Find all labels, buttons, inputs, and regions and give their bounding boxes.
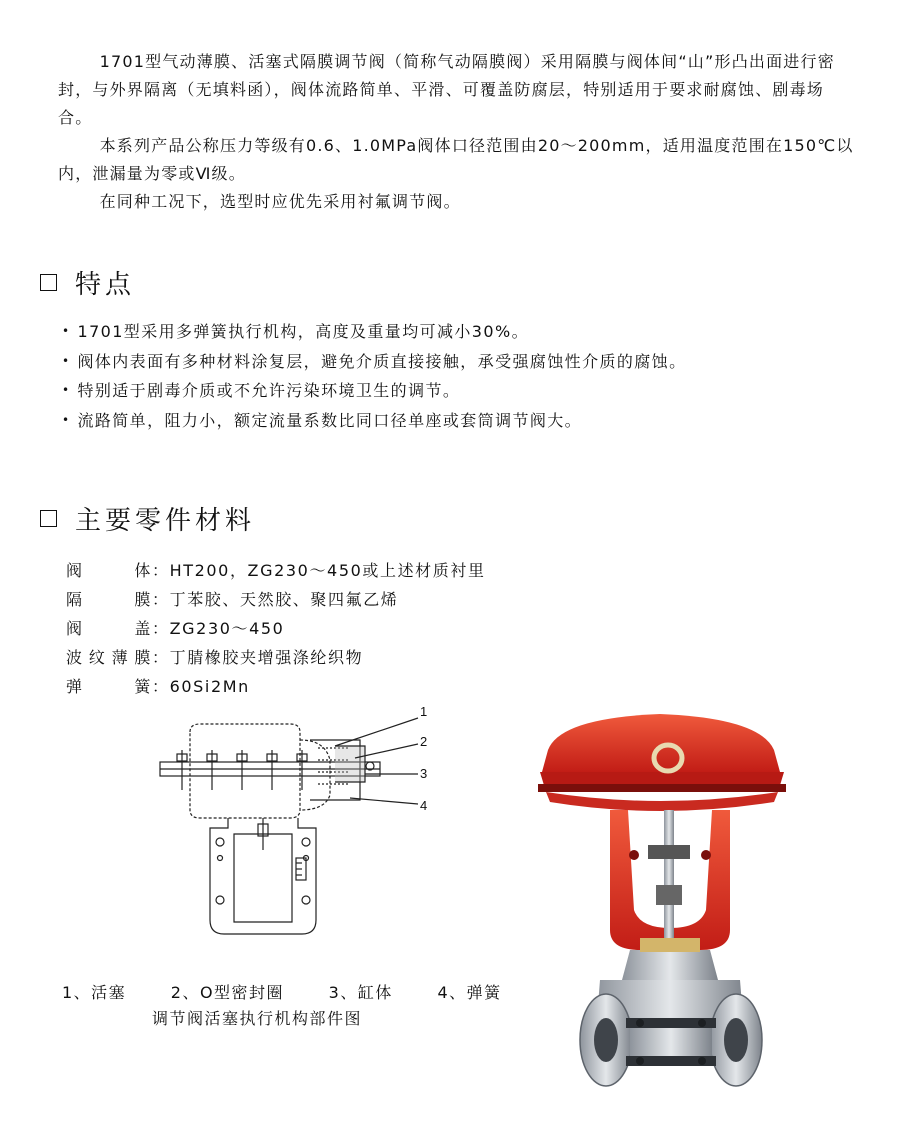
material-row	[66, 556, 486, 585]
part-label: 2、O型密封圈	[170, 983, 285, 1002]
material-value: ：丁苯胶、天然胶、聚四氟乙烯	[152, 590, 399, 609]
features-list	[62, 318, 687, 436]
callout-1: 1	[420, 704, 428, 719]
features-heading-text: 特点	[75, 270, 136, 300]
part-label: 3、缸体	[328, 983, 393, 1002]
checkbox-square-icon	[40, 510, 57, 527]
list-item: • 阀体内表面有多种材料涂复层，避免介质直接接触，承受强腐蚀性介质的腐蚀。	[62, 348, 687, 378]
parts-legend	[62, 980, 502, 1003]
list-item: • 1701型采用多弹簧执行机构，高度及重量均可减小30%。	[62, 318, 687, 348]
valve-product-photo	[530, 710, 810, 1120]
part-label: 4、弹簧	[437, 983, 502, 1002]
features-heading	[40, 264, 135, 301]
material-value: ：60Si2Mn	[152, 677, 250, 696]
checkbox-square-icon	[40, 274, 57, 291]
material-value: ：丁腈橡胶夹增强涤纶织物	[152, 648, 364, 667]
material-row	[66, 585, 486, 614]
material-value: ：ZG230～450	[152, 619, 285, 638]
material-row	[66, 672, 486, 701]
intro-paragraph-1: 1701型气动薄膜、活塞式隔膜调节阀（简称气动隔膜阀）采用隔膜与阀体间“山”形凸出面进行密封，与外界隔离（无填料函），阀体流路简单、平滑、可覆盖防腐层，特别适用于要求耐腐蚀、剧毒场合。	[58, 52, 835, 127]
intro-paragraph-3: 在同种工况下，选型时应优先采用衬氟调节阀。	[99, 192, 461, 211]
material-label: 阀盖	[66, 619, 152, 638]
actuator-parts-drawing	[150, 700, 450, 960]
part-label: 1、活塞	[62, 983, 127, 1002]
materials-heading-text: 主要零件材料	[75, 506, 256, 536]
material-label: 波纹薄膜	[66, 648, 152, 667]
list-item: • 流路简单，阻力小，额定流量系数比同口径单座或套筒调节阀大。	[62, 407, 687, 437]
list-item: • 特别适于剧毒介质或不允许污染环境卫生的调节。	[62, 377, 687, 407]
material-label: 弹簧	[66, 677, 152, 696]
callout-2: 2	[420, 734, 428, 749]
intro-paragraph-2: 本系列产品公称压力等级有0.6、1.0MPa阀体口径范围由20～200mm，适用温度范围在150℃以内，泄漏量为零或Ⅵ级。	[58, 136, 854, 183]
material-row	[66, 614, 486, 643]
materials-heading	[40, 500, 255, 537]
callout-3: 3	[420, 766, 428, 781]
material-label: 阀体	[66, 561, 152, 580]
callout-4: 4	[420, 798, 428, 813]
material-label: 隔膜	[66, 590, 152, 609]
intro-text	[58, 48, 858, 216]
diagram-caption: 调节阀活塞执行机构部件图	[152, 1009, 363, 1028]
material-value: ：HT200，ZG230～450或上述材质衬里	[152, 561, 486, 580]
materials-list	[66, 556, 486, 701]
material-row	[66, 643, 486, 672]
